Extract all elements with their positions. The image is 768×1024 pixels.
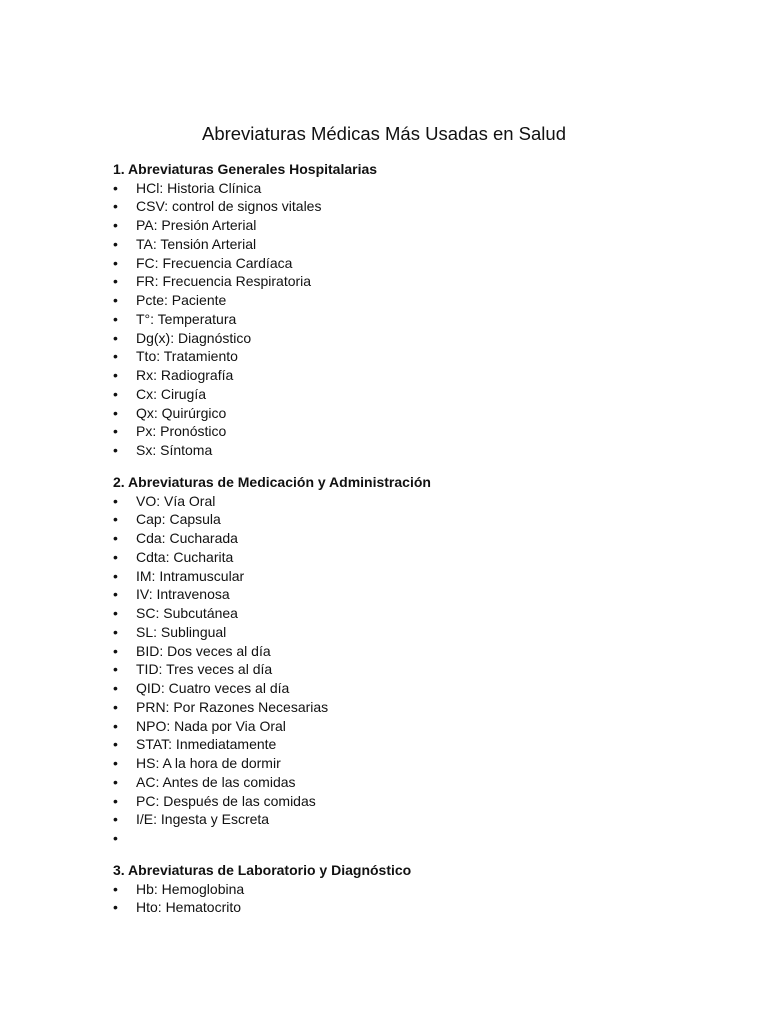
list-item (113, 735, 713, 754)
bullet-icon: • (113, 830, 118, 846)
list-item-text: PC: Después de las comidas (136, 792, 316, 809)
list-item-text: NPO: Nada por Via Oral (136, 717, 286, 734)
list-item (113, 698, 713, 717)
list-item-text: SL: Sublingual (136, 623, 227, 640)
list-item (113, 422, 713, 441)
list-item-text: Dg(x): Diagnóstico (136, 329, 252, 346)
bullet-icon: • (113, 548, 118, 565)
abbreviation-list (113, 179, 713, 460)
list-item-text: PA: Presión Arterial (136, 217, 257, 233)
list-item-text: Pcte: Paciente (136, 292, 227, 308)
bullet-icon: • (113, 736, 118, 753)
list-item-text: IM: Intramuscular (136, 567, 245, 584)
bullet-icon: • (113, 567, 118, 584)
bullet-icon: • (113, 235, 118, 252)
list-item (113, 404, 713, 423)
list-item-text: FR: Frecuencia Respiratoria (136, 273, 312, 290)
list-item (113, 235, 713, 254)
list-item-text: Qx: Quirúrgico (136, 404, 227, 421)
bullet-icon: • (113, 254, 118, 271)
list-item-text: TA: Tensión Arterial (136, 235, 257, 252)
bullet-icon: • (113, 423, 118, 440)
list-item (113, 529, 713, 548)
bullet-icon: • (113, 348, 118, 365)
list-item-text: SC: Subcutánea (136, 605, 238, 621)
list-item-text: BID: Dos veces al día (136, 642, 271, 659)
list-item-text: Hb: Hemoglobina (136, 880, 245, 897)
list-item-text: TID: Tres veces al día (136, 661, 273, 678)
list-item (113, 604, 713, 623)
bullet-icon: • (113, 442, 118, 458)
bullet-icon: • (113, 811, 118, 828)
bullet-icon: • (113, 329, 118, 346)
bullet-icon: • (113, 310, 118, 327)
abbreviation-list (113, 492, 713, 848)
list-item (113, 567, 713, 586)
list-item-text: VO: Vía Oral (136, 492, 216, 509)
section-laboratory-diagnostic (113, 861, 713, 917)
list-item (113, 623, 713, 642)
list-item (113, 329, 713, 348)
bullet-icon: • (113, 179, 118, 196)
list-item-text: HS: A la hora de dormir (136, 755, 281, 771)
bullet-icon: • (113, 899, 118, 916)
list-item-text: QID: Cuatro veces al día (136, 680, 290, 696)
document-title: Abreviaturas Médicas Más Usadas en Salud (201, 123, 566, 144)
list-item-text: Cap: Capsula (136, 511, 221, 528)
bullet-icon: • (113, 198, 118, 215)
bullet-icon: • (113, 605, 118, 621)
list-item-text: Rx: Radiografía (136, 367, 234, 383)
list-item (113, 310, 713, 329)
list-item (113, 829, 713, 848)
list-item (113, 880, 713, 899)
list-item-text: Cdta: Cucharita (136, 548, 234, 565)
list-item-text: Tto: Tratamiento (136, 348, 238, 365)
bullet-icon: • (113, 385, 118, 402)
list-item (113, 291, 713, 310)
bullet-icon: • (113, 530, 118, 546)
list-item-text: FC: Frecuencia Cardíaca (136, 254, 293, 271)
list-item (113, 179, 713, 198)
bullet-icon: • (113, 661, 118, 678)
bullet-icon: • (113, 755, 118, 771)
bullet-icon: • (113, 511, 118, 528)
list-item (113, 510, 713, 529)
bullet-icon: • (113, 880, 118, 897)
list-item-text: Cx: Cirugía (136, 385, 207, 402)
list-item (113, 773, 713, 792)
list-item (113, 385, 713, 404)
bullet-icon: • (113, 717, 118, 734)
list-item (113, 216, 713, 235)
list-item-text: Hto: Hematocrito (136, 899, 242, 916)
bullet-icon: • (113, 292, 118, 308)
bullet-icon: • (113, 586, 118, 603)
bullet-icon: • (113, 773, 118, 790)
bullet-icon: • (113, 698, 118, 715)
list-item (113, 347, 713, 366)
bullet-icon: • (113, 367, 118, 383)
list-item (113, 679, 713, 698)
list-item (113, 366, 713, 385)
list-item (113, 717, 713, 736)
list-item (113, 272, 713, 291)
list-item-text: Sx: Síntoma (136, 442, 213, 458)
list-item (113, 585, 713, 604)
list-item (113, 810, 713, 829)
bullet-icon: • (113, 217, 118, 233)
section-heading: 2. Abreviaturas de Medicación y Administración (113, 474, 431, 490)
section-heading: 3. Abreviaturas de Laboratorio y Diagnóstico (113, 862, 412, 878)
bullet-icon: • (113, 404, 118, 421)
list-item-text: IV: Intravenosa (136, 586, 230, 603)
list-item-text: CSV: control de signos vitales (136, 198, 322, 215)
list-item (113, 754, 713, 773)
list-item (113, 792, 713, 811)
section-medication-administration (113, 473, 713, 848)
list-item-text: Px: Pronóstico (136, 423, 227, 440)
list-item (113, 492, 713, 511)
list-item (113, 548, 713, 567)
list-item-text: Cda: Cucharada (136, 530, 238, 546)
bullet-icon: • (113, 273, 118, 290)
bullet-icon: • (113, 792, 118, 809)
bullet-icon: • (113, 642, 118, 659)
section-heading: 1. Abreviaturas Generales Hospitalarias (113, 161, 378, 177)
list-item-text: PRN: Por Razones Necesarias (136, 698, 329, 715)
list-item-text: I/E: Ingesta y Escreta (136, 811, 270, 828)
list-item (113, 254, 713, 273)
list-item (113, 441, 713, 460)
list-item (113, 197, 713, 216)
bullet-icon: • (113, 623, 118, 640)
list-item-text: STAT: Inmediatamente (136, 736, 277, 753)
bullet-icon: • (113, 680, 118, 696)
abbreviation-list (113, 880, 713, 918)
section-general-hospital (113, 160, 713, 460)
list-item (113, 642, 713, 661)
list-item-text: AC: Antes de las comidas (136, 773, 296, 790)
list-item (113, 898, 713, 917)
list-item (113, 660, 713, 679)
bullet-icon: • (113, 492, 118, 509)
list-item-text: T°: Temperatura (136, 310, 237, 327)
list-item-text: HCl: Historia Clínica (136, 179, 262, 196)
